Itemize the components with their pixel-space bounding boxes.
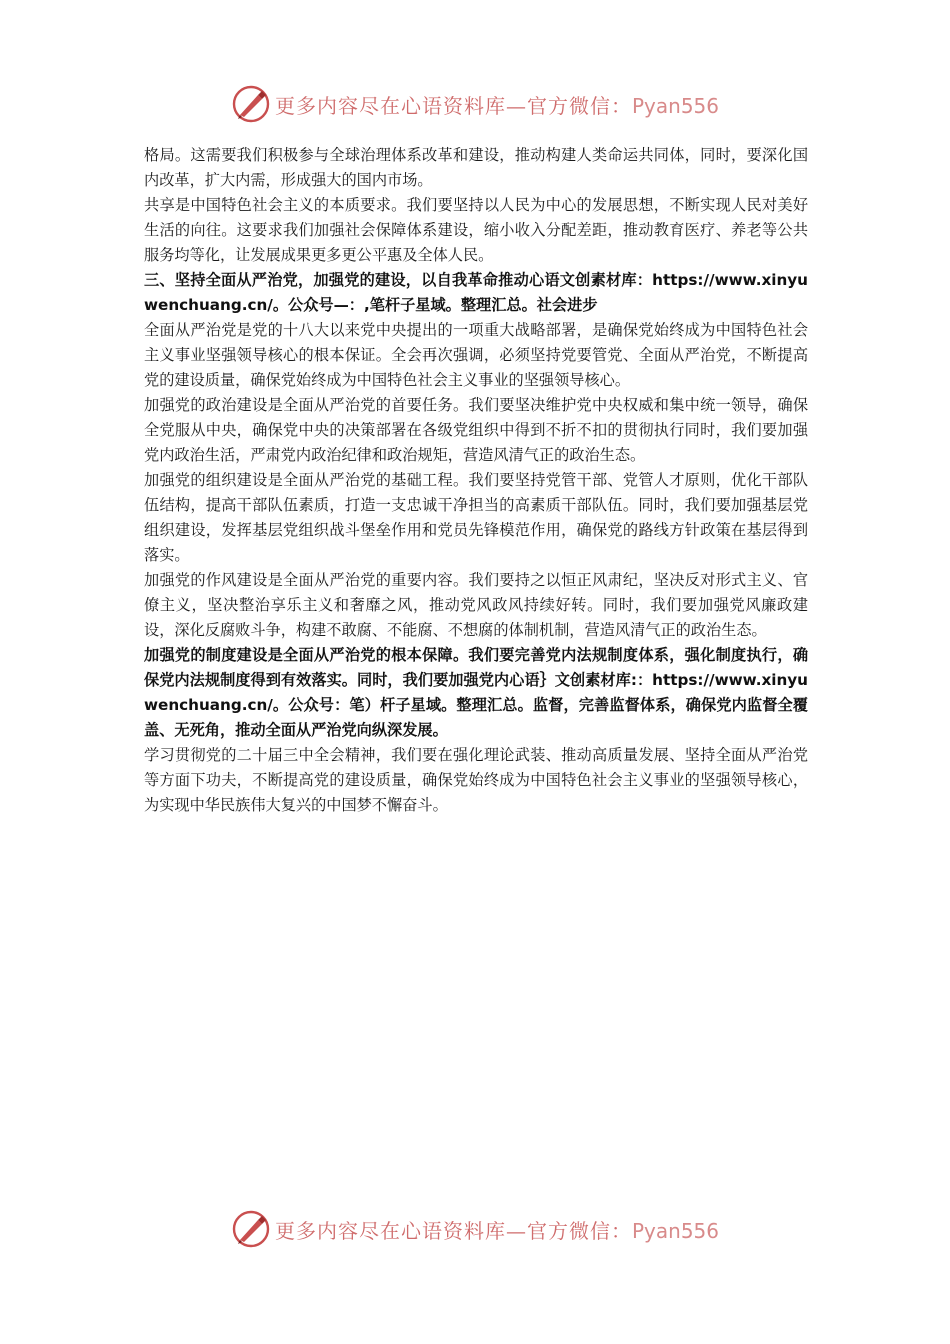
paragraph-bold: 加强党的制度建设是全面从严治党的根本保障。我们要完善党内法规制度体系，强化制度执行，确保党内法规制度得到有效落实。同时，我们要加强党内心语｝文创素材库:：https://www.xinyuwenchuang.cn/。公众号：笔）杆子星域。整理汇总。监督，完善监督体系，确保党内监督全覆盖、无死角，推动全面从严治党向纵深发展。 bbox=[144, 646, 808, 739]
section-heading: 三、坚持全面从严治党，加强党的建设，以自我革命推动心语文创素材库：https://www.xinyuwenchuang.cn/。公众号—：,笔杆子星域。整理汇总。社会进步 bbox=[144, 271, 808, 314]
paragraph: 加强党的作风建设是全面从严治党的重要内容。我们要持之以恒正风肃纪，坚决反对形式主义、官僚主义，坚决整治享乐主义和奢靡之风，推动党风政风持续好转。同时，我们要加强党风廉政建设，深化反腐败斗争，构建不敢腐、不能腐、不想腐的体制机制，营造风清气正的政治生态。 bbox=[144, 571, 808, 639]
banner-title: 更多内容尽在心语资料库—官方微信：Pyan556 bbox=[274, 1218, 719, 1243]
wechat-id: Pyan556 bbox=[631, 1218, 719, 1243]
paragraph: 格局。这需要我们积极参与全球治理体系改革和建设，推动构建人类命运共同体，同时，要深化国内改革，扩大内需，形成强大的国内市场。 bbox=[144, 146, 808, 189]
paragraph: 学习贯彻党的二十届三中全会精神，我们要在强化理论武装、推动高质量发展、坚持全面从严治党等方面下功夫，不断提高党的建设质量，确保党始终成为中国特色社会主义事业的坚强领导核心，为实现中华民族伟大复兴的中国梦不懈奋斗。 bbox=[144, 746, 808, 814]
pen-logo-icon bbox=[231, 84, 271, 124]
pen-logo-icon bbox=[231, 1209, 271, 1249]
document-body bbox=[144, 143, 808, 818]
header-banner bbox=[0, 82, 950, 126]
banner-title: 更多内容尽在心语资料库—官方微信：Pyan556 bbox=[274, 93, 719, 118]
paragraph: 加强党的政治建设是全面从严治党的首要任务。我们要坚决维护党中央权威和集中统一领导，确保全党服从中央，确保党中央的决策部署在各级党组织中得到不折不扣的贯彻执行同时，我们要加强党内政治生活，严肃党内政治纪律和政治规矩，营造风清气正的政治生态。 bbox=[144, 396, 808, 464]
wechat-id: Pyan556 bbox=[631, 93, 719, 118]
paragraph: 共享是中国特色社会主义的本质要求。我们要坚持以人民为中心的发展思想，不断实现人民对美好生活的向往。这要求我们加强社会保障体系建设，缩小收入分配差距，推动教育医疗、养老等公共服务均等化，让发展成果更多更公平惠及全体人民。 bbox=[144, 196, 808, 264]
footer-banner bbox=[0, 1207, 950, 1251]
paragraph: 全面从严治党是党的十八大以来党中央提出的一项重大战略部署，是确保党始终成为中国特色社会主义事业坚强领导核心的根本保证。全会再次强调，必须坚持党要管党、全面从严治党，不断提高党的建设质量，确保党始终成为中国特色社会主义事业的坚强领导核心。 bbox=[144, 321, 808, 389]
paragraph: 加强党的组织建设是全面从严治党的基础工程。我们要坚持党管干部、党管人才原则，优化干部队伍结构，提高干部队伍素质，打造一支忠诚干净担当的高素质干部队伍。同时，我们要加强基层党组织建设，发挥基层党组织战斗堡垒作用和党员先锋模范作用，确保党的路线方针政策在基层得到落实。 bbox=[144, 471, 808, 564]
